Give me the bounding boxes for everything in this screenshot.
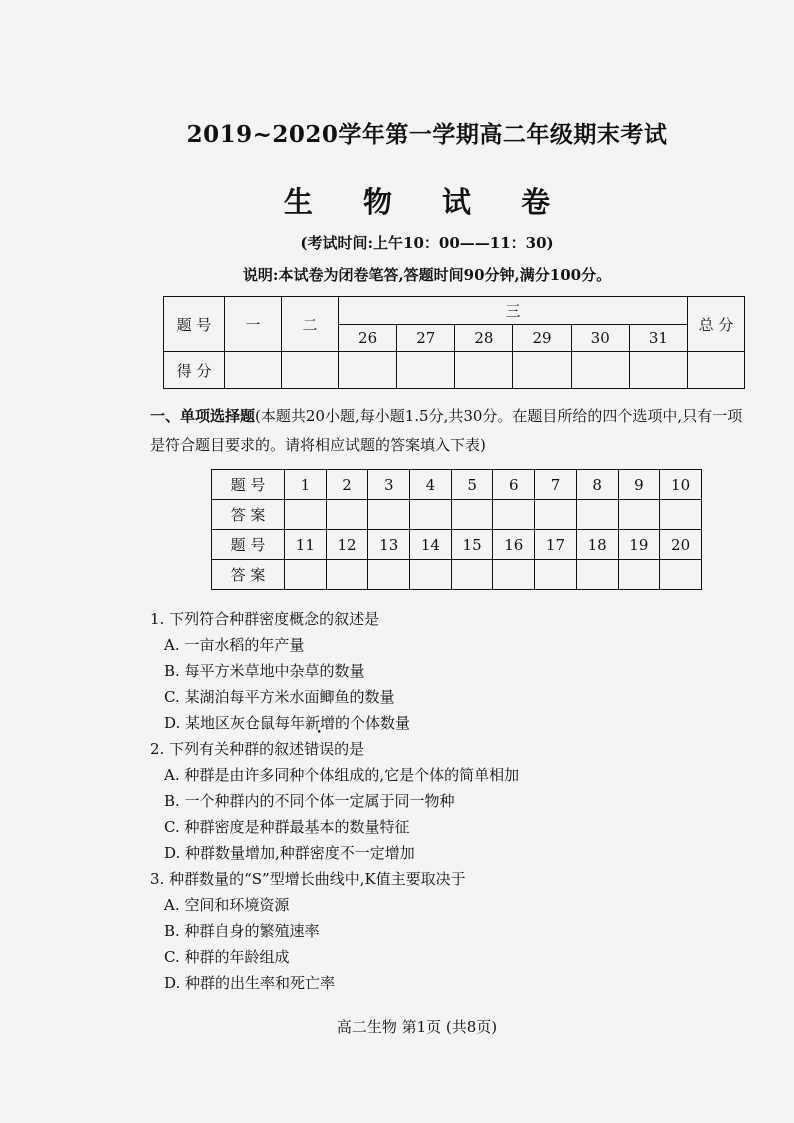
answer-num: 14 [410, 530, 452, 560]
subject-title: 生 物 试 卷 [283, 185, 571, 219]
score-cell[interactable] [282, 352, 339, 389]
answer-cell[interactable] [451, 560, 493, 590]
answer-num: 7 [535, 470, 577, 500]
answer-num: 5 [451, 470, 493, 500]
question-3-option-d: D. 种群的出生率和死亡率 [164, 974, 336, 992]
score-cell[interactable] [629, 352, 687, 389]
question-3-option-b: B. 种群自身的繁殖速率 [164, 922, 320, 940]
answer-num: 6 [493, 470, 535, 500]
answer-cell[interactable] [410, 500, 452, 530]
answer-cell[interactable] [535, 560, 577, 590]
exam-note: 说明:本试卷为闭卷笔答,答题时间90分钟,满分100分。 [242, 266, 612, 284]
answer-num: 20 [660, 530, 702, 560]
score-cell[interactable] [455, 352, 513, 389]
answer-num: 19 [618, 530, 660, 560]
answer-cell[interactable] [451, 500, 493, 530]
score-sub-col: 29 [513, 324, 571, 352]
question-2-option-c: C. 种群密度是种群最基本的数量特征 [164, 818, 410, 836]
answer-cell[interactable] [326, 560, 368, 590]
answer-num: 9 [618, 470, 660, 500]
score-table [163, 296, 745, 389]
question-3-option-c: C. 种群的年龄组成 [164, 948, 290, 966]
exam-title: 2019~2020学年第一学期高二年级期末考试 [186, 121, 668, 148]
score-cell[interactable] [225, 352, 282, 389]
score-cell[interactable] [688, 352, 745, 389]
answer-num: 18 [576, 530, 618, 560]
answer-cell[interactable] [535, 500, 577, 530]
question-1-option-c: C. 某湖泊每平方米水面鲫鱼的数量 [164, 688, 395, 706]
answer-num: 4 [410, 470, 452, 500]
answer-num: 11 [285, 530, 327, 560]
page-footer: 高二生物 第1页 (共8页) [336, 1018, 498, 1036]
answer-num: 12 [326, 530, 368, 560]
question-1-option-d: D. 某地区灰仓鼠每年新增的个体数量 [164, 714, 411, 732]
score-col-3: 三 [339, 297, 688, 325]
answer-num: 3 [368, 470, 410, 500]
answer-num: 10 [660, 470, 702, 500]
score-sub-col: 31 [629, 324, 687, 352]
score-cell[interactable] [571, 352, 629, 389]
score-cell[interactable] [339, 352, 397, 389]
answer-cell[interactable] [660, 500, 702, 530]
answer-label-question: 题 号 [212, 470, 285, 500]
answer-cell[interactable] [618, 500, 660, 530]
question-2-emphasis: 错误 [304, 740, 335, 758]
answer-table [211, 469, 702, 590]
score-sub-col: 26 [339, 324, 397, 352]
answer-num: 15 [451, 530, 493, 560]
score-sub-col: 28 [455, 324, 513, 352]
score-col-1: 一 [225, 297, 282, 352]
answer-num: 16 [493, 530, 535, 560]
answer-cell[interactable] [410, 560, 452, 590]
answer-cell[interactable] [285, 500, 327, 530]
question-2-option-d: D. 种群数量增加,种群密度不一定增加 [164, 844, 415, 862]
exam-time: (考试时间:上午10：00——11：30) [300, 234, 554, 252]
question-3-option-a: A. 空间和环境资源 [164, 896, 290, 914]
score-col-2: 二 [282, 297, 339, 352]
answer-num: 1 [285, 470, 327, 500]
question-1-option-b: B. 每平方米草地中杂草的数量 [164, 662, 365, 680]
question-2-stem [150, 738, 364, 759]
answer-num: 17 [535, 530, 577, 560]
answer-cell[interactable] [576, 500, 618, 530]
score-total: 总 分 [688, 297, 745, 352]
answer-num: 13 [368, 530, 410, 560]
answer-label-answer: 答 案 [212, 500, 285, 530]
answer-cell[interactable] [493, 500, 535, 530]
score-sub-col: 27 [397, 324, 455, 352]
section-1-intro [150, 402, 750, 460]
answer-label-answer: 答 案 [212, 560, 285, 590]
question-2-option-a: A. 种群是由许多同种个体组成的,它是个体的简单相加 [164, 766, 520, 784]
question-3-stem: 3. 种群数量的“S”型增长曲线中,K值主要取决于 [150, 870, 466, 888]
question-1-stem: 1. 下列符合种群密度概念的叙述是 [150, 610, 380, 628]
section-1-desc: (本题共20小题,每小题1.5分,共30分。在题目所给的四个选项中,只有一项是符合题目要求的。请将相应试题的答案填入下表) [150, 407, 743, 454]
answer-cell[interactable] [618, 560, 660, 590]
answer-cell[interactable] [368, 560, 410, 590]
score-cell[interactable] [513, 352, 571, 389]
question-2-option-b: B. 一个种群内的不同个体一定属于同一物种 [164, 792, 455, 810]
answer-cell[interactable] [326, 500, 368, 530]
answer-num: 8 [576, 470, 618, 500]
score-label-question: 题 号 [164, 297, 225, 352]
score-cell[interactable] [397, 352, 455, 389]
section-1-heading: 一、单项选择题 [150, 407, 256, 425]
score-sub-col: 30 [571, 324, 629, 352]
answer-cell[interactable] [493, 560, 535, 590]
score-label-score: 得 分 [164, 352, 225, 389]
answer-cell[interactable] [576, 560, 618, 590]
question-2-stem-post: 的是 [334, 740, 365, 758]
answer-label-question: 题 号 [212, 530, 285, 560]
answer-cell[interactable] [285, 560, 327, 590]
question-1-option-a: A. 一亩水稻的年产量 [164, 636, 305, 654]
answer-cell[interactable] [368, 500, 410, 530]
answer-num: 2 [326, 470, 368, 500]
answer-cell[interactable] [660, 560, 702, 590]
question-2-stem-pre: 2. 下列有关种群的叙述 [150, 740, 305, 758]
